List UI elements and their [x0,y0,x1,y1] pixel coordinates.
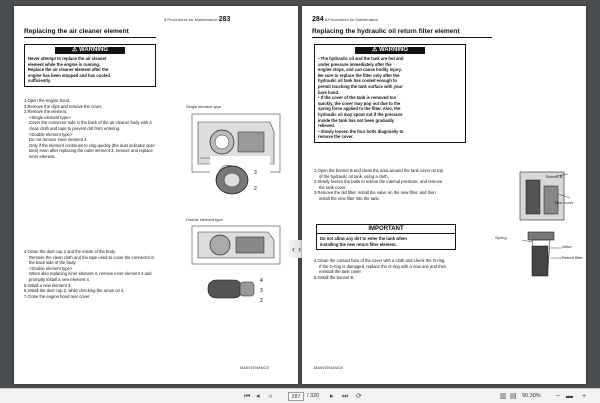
header-section: 8.Procedures for Maintenance [164,17,218,22]
figure-label-tank-cover: Tank cover [554,200,574,205]
previous-page-alt-icon[interactable]: ◃ [268,393,272,400]
warning-line: engine has been stopped and has cooled [28,72,110,78]
step-text: <Single element type> [29,114,71,120]
page-total: / 320 [307,393,320,399]
warning-line: engine stops, and can cause bodily injury. [318,67,402,73]
step-text: When also replacing inner element 4, remove inner element 4 and [29,271,152,277]
step-text: Only if the element continues to clog quickly (the dust indicator oper- [29,142,156,148]
air-cleaner-element-double-illustration [204,268,274,308]
rotate-icon[interactable]: ⟳ [356,393,362,400]
step-text: 6.Install the dust cup 2, while checking the arrow on it. [24,288,125,294]
step-text: 2.Slowly loosen the bolts to relieve the internal pressure, and remove [314,179,443,185]
step-text: 5.Install a new element 3. [24,282,72,288]
warning-line: hydraulic oil tank has cooled enough to [318,78,397,84]
step-text: clean cloth and tape to prevent dirt from entering. [29,125,121,131]
warning-line: hydraulic oil may spout out if the pressure [318,111,403,117]
step-text: promptly install a new element 4. [29,276,90,282]
important-line: Do not allow any dirt to enter the tank when [320,236,407,241]
last-page-icon[interactable]: ⏭ [342,393,349,400]
warning-line: spring force applied to the filter. Also, the [318,106,401,112]
important-box [316,224,456,250]
zoom-slider[interactable]: ▬ [566,393,573,400]
warning-title: ⚠ WARNING [55,47,125,54]
air-cleaner-double-illustration [190,224,282,266]
page-header [312,16,378,23]
figure-label-single: Single element type [186,104,222,109]
step-text: <Double element type> [29,265,73,271]
zoom-in-icon[interactable]: + [582,393,587,400]
next-page-icon[interactable]: ▸ [330,393,334,400]
step-text: 1.Open the engine hood. [24,98,71,103]
step-text: Do not remove inner element 4. [29,137,88,143]
steps-list-b [314,258,504,280]
previous-page-icon[interactable]: ◂ [256,393,260,400]
first-page-icon[interactable]: ⏮ [244,393,251,400]
zoom-out-icon[interactable]: − [556,393,561,400]
page-footer: MAINTENANCE [240,365,270,370]
warning-line: bare hand. [318,89,340,95]
warning-line: permit touching the tank surface with your [318,83,403,89]
warning-line: Replace the air cleaner element after the [28,67,109,73]
step-text: ates) even after replacing the outer element 3, remove and replace [29,148,153,154]
step-text: If the O-ring is damaged, replace the O-ring with a new one and then [319,263,447,269]
air-cleaner-element-single-illustration [210,156,270,202]
warning-line: inside the tank has not been gradually [318,117,395,123]
step-text: 1.Open the bonnet B and clean the area around the tank cover on top [314,168,443,173]
page-number-input[interactable]: 287 [288,392,304,401]
warning-line: Be sure to replace the filter only after the [318,72,400,78]
figure-label-double: Double element type [186,217,223,222]
step-text: inner element. [29,153,56,159]
warning-title: ⚠ WARNING [355,47,425,54]
viewer-toolbar [0,388,600,403]
step-text: the back side of the body. [29,260,77,266]
figure-label-bonnet: Bonnet B [546,174,563,179]
page-footer: MAINTENANCE [314,365,344,370]
step-text: of the hydraulic oil tank, using a cloth. [319,173,389,179]
next-page-arrow-icon[interactable]: › [295,240,304,258]
step-text: Cover the connector side in the back of the air cleaner body with a [29,120,152,126]
step-text: 4.Clean the contact face of the cover with a cloth and check the O-ring. [314,258,446,263]
figure-label-valve: Valve [562,244,572,249]
step-text: Remove the clean cloth and the tape used to cover the connector in [29,254,155,260]
warning-line: • The hydraulic oil and the tank are hot and [318,56,404,61]
page-number: 284 [312,16,324,23]
previous-page-arrow-icon[interactable]: ‹ [289,240,298,258]
section-title: Replacing the air cleaner element [24,28,156,38]
warning-line: remove the cover. [318,134,354,140]
step-text: reinstall the tank cover. [319,269,362,275]
step-text: install the new filter into the tank. [319,195,380,201]
warning-line: • Slowly loosen the four bolts diagonally to [318,128,404,134]
step-text: 3.Remove the element. [24,109,68,115]
step-text: 7.Close the engine hood rear cover. [24,293,91,299]
warning-box [314,44,466,143]
warning-box [24,44,156,87]
step-text: 5.Install the bonnet B. [314,274,355,280]
step-text: 4.Clean the dust cup 2 and the inside of the body. [24,249,116,254]
important-title: IMPORTANT [317,225,455,234]
view-mode-icon[interactable]: ▥ [500,393,507,400]
important-line: installing the new return filter element. [320,241,397,247]
step-text: <Double element type> [29,131,73,137]
steps-list-a [314,168,510,202]
steps-list-a [24,98,189,160]
svg-text:3: 3 [260,288,263,294]
svg-text:2: 2 [254,186,257,192]
warning-line: quickly, the cover may pop out due to the [318,100,401,106]
warning-line: element while the engine is running. [28,61,101,67]
warning-line: Never attempt to replace the air cleaner [28,56,107,61]
page-layout-icon[interactable]: ▤ [510,393,517,400]
steps-list-b [24,249,189,299]
page-header [164,16,230,23]
svg-text:3: 3 [254,170,257,176]
warning-line: under pressure immediately after the [318,61,392,67]
step-text: the tank cover. [319,184,347,190]
page-number: 283 [218,16,231,23]
figure-label-spring: Spring [495,235,507,240]
warning-line: relieved. [318,123,335,129]
section-title: Replacing the hydraulic oil return filter element [312,28,492,38]
header-section: 8.Procedures for Maintenance [324,17,379,22]
warning-line: sufficiently. [28,78,51,84]
figure-label-return-filter: Return filter [562,255,583,260]
page-283 [14,6,298,384]
warning-line: • If the cover of the tank is removed too [318,95,397,101]
step-text: 3.Remove the old filter, install the valve on the new filter, and then [314,190,436,196]
step-text: 2.Remove the clips and remove the cover. [24,103,103,109]
svg-text:2: 2 [260,298,263,304]
zoom-level[interactable]: 90.30% [522,393,541,399]
svg-text:4: 4 [260,278,263,284]
page-284 [302,6,586,384]
